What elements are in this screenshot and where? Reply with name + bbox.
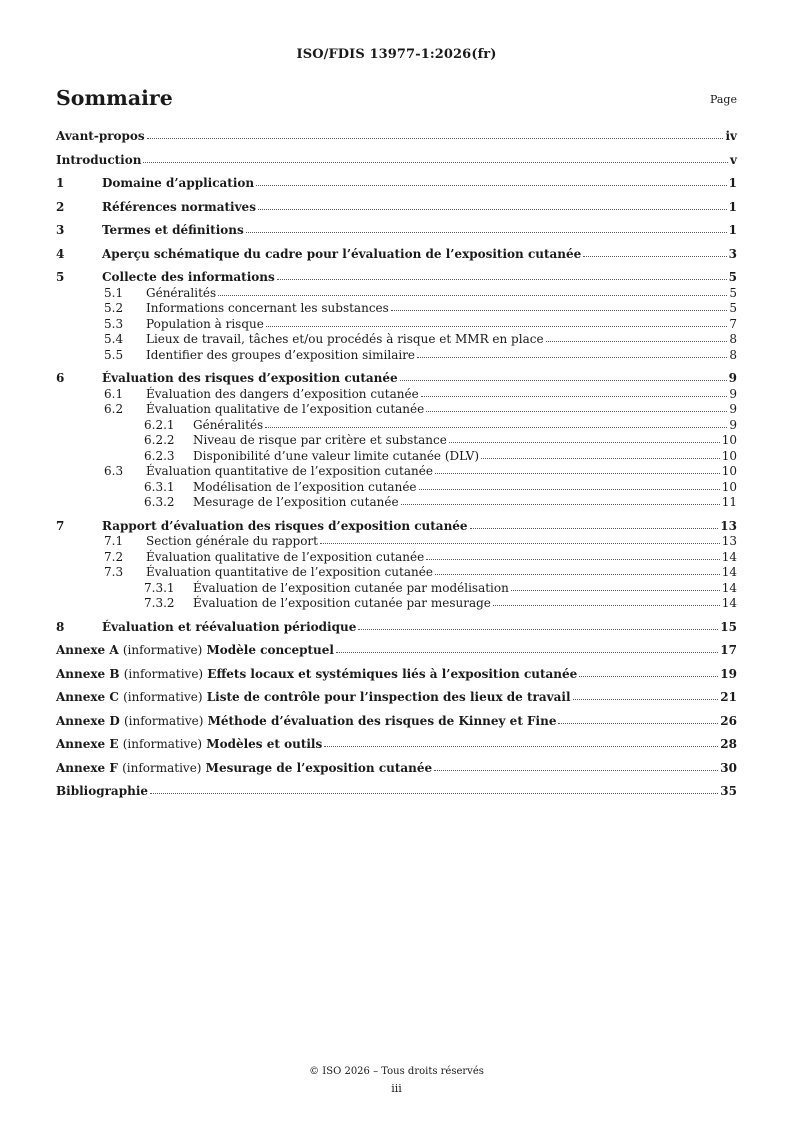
dot-leader (143, 151, 728, 163)
dot-leader (579, 665, 718, 677)
dot-leader (419, 478, 720, 490)
toc-entry-5-4[interactable]: 5.4 Lieux de travail, tâches et/ou procédés à risque et MMR en place 8 (104, 332, 737, 346)
dot-leader (426, 400, 727, 412)
toc-entry-6-2-2[interactable]: 6.2.2 Niveau de risque par critère et substance 10 (144, 433, 737, 447)
dot-leader (150, 782, 718, 794)
toc-entry-6[interactable]: 6 Évaluation des risques d’exposition cutanée 9 (56, 371, 737, 385)
toc-entry-1[interactable]: 1 Domaine d’application 1 (56, 176, 737, 190)
dot-leader (435, 462, 720, 474)
toc-entry-6-3[interactable]: 6.3 Évaluation quantitative de l’exposition cutanée 10 (104, 464, 737, 478)
dot-leader (401, 493, 720, 505)
toc-entry-5-3[interactable]: 5.3 Population à risque 7 (104, 316, 737, 331)
dot-leader (324, 735, 718, 747)
dot-leader (583, 245, 726, 257)
toc-entry-5-2[interactable]: 5.2 Informations concernant les substances 5 (104, 301, 737, 315)
dot-leader (434, 759, 718, 771)
dot-leader (147, 127, 724, 139)
toc-entry-7-1[interactable]: 7.1 Section générale du rapport 13 (104, 534, 737, 548)
toc-entry-5-1[interactable]: 5.1 Généralités 5 (104, 285, 737, 300)
document-id: ISO/FDIS 13977-1:2026(fr) (296, 47, 497, 62)
dot-leader (435, 563, 720, 575)
toc-entry-6-3-2[interactable]: 6.3.2 Mesurage de l’exposition cutanée 11 (144, 495, 737, 509)
dot-leader (256, 174, 727, 186)
toc-entry-5-5[interactable]: 5.5 Identifier des groupes d’exposition similaire 8 (104, 347, 737, 362)
toc-entry-7-3-1[interactable]: 7.3.1 Évaluation de l’exposition cutanée par modélisation 14 (144, 580, 737, 595)
footer-page-number: iii (391, 1082, 402, 1095)
dot-leader (421, 385, 728, 397)
dot-leader (573, 688, 719, 700)
dot-leader (336, 641, 718, 653)
footer-copyright: © ISO 2026 – Tous droits réservés (309, 1066, 484, 1077)
dot-leader (511, 579, 720, 591)
dot-leader (218, 284, 727, 296)
page-column-label: Page (709, 93, 737, 106)
toc-entry-annex-f[interactable]: Annexe F (informative) Mesurage de l’exposition cutanée 30 (56, 760, 737, 775)
toc-entry-2[interactable]: 2 Références normatives 1 (56, 199, 737, 214)
toc-entry-annex-c[interactable]: Annexe C (informative) Liste de contrôle pour l’inspection des lieux de travail 21 (56, 690, 737, 704)
dot-leader (481, 447, 720, 459)
dot-leader (417, 346, 727, 358)
toc-entry-7-3-2[interactable]: 7.3.2 Évaluation de l’exposition cutanée par mesurage 14 (144, 596, 737, 610)
page-title: Sommaire (56, 86, 173, 110)
dot-leader (493, 594, 720, 606)
dot-leader (320, 532, 720, 544)
toc-entry-7-2[interactable]: 7.2 Évaluation qualitative de l’exposition cutanée 14 (104, 549, 737, 564)
toc-entry-6-2[interactable]: 6.2 Évaluation qualitative de l’exposition cutanée 9 (104, 402, 737, 416)
toc-entry-7[interactable]: 7 Rapport d’évaluation des risques d’exposition cutanée 13 (56, 518, 737, 533)
toc-entry-8[interactable]: 8 Évaluation et réévaluation périodique 15 (56, 619, 737, 634)
toc-entry-5[interactable]: 5 Collecte des informations 5 (56, 270, 737, 284)
dot-leader (258, 198, 727, 210)
dot-leader (400, 369, 727, 381)
toc-entry-bibliographie[interactable]: Bibliographie 35 (56, 784, 737, 798)
dot-leader (265, 416, 727, 428)
dot-leader (358, 618, 718, 630)
toc-entry-6-2-1[interactable]: 6.2.1 Généralités 9 (144, 417, 737, 432)
toc-entry-introduction[interactable]: Introduction v (56, 152, 737, 167)
toc-entry-3[interactable]: 3 Termes et définitions 1 (56, 223, 737, 237)
toc-entry-annex-d[interactable]: Annexe D (informative) Méthode d’évaluation des risques de Kinney et Fine 26 (56, 713, 737, 728)
dot-leader (246, 221, 727, 233)
dot-leader (277, 268, 727, 280)
dot-leader (449, 431, 720, 443)
toc-entry-annex-a[interactable]: Annexe A (informative) Modèle conceptuel 17 (56, 643, 737, 657)
toc-entry-6-3-1[interactable]: 6.3.1 Modélisation de l’exposition cutanée 10 (144, 479, 737, 494)
toc-entry-6-2-3[interactable]: 6.2.3 Disponibilité d’une valeur limite cutanée (DLV) 10 (144, 448, 737, 463)
table-of-contents (56, 128, 737, 799)
toc-entry-6-1[interactable]: 6.1 Évaluation des dangers d’exposition cutanée 9 (104, 386, 737, 401)
dot-leader (426, 548, 719, 560)
toc-entry-annex-e[interactable]: Annexe E (informative) Modèles et outils 28 (56, 737, 737, 751)
dot-leader (266, 315, 728, 327)
toc-entry-7-3[interactable]: 7.3 Évaluation quantitative de l’exposition cutanée 14 (104, 565, 737, 579)
toc-entry-avant-propos[interactable]: Avant-propos iv (56, 129, 737, 143)
dot-leader (391, 299, 728, 311)
dot-leader (470, 517, 719, 529)
title-row (56, 86, 737, 116)
dot-leader (546, 330, 728, 342)
toc-entry-4[interactable]: 4 Aperçu schématique du cadre pour l’évaluation de l’exposition cutanée 3 (56, 246, 737, 261)
dot-leader (558, 712, 718, 724)
toc-entry-annex-b[interactable]: Annexe B (informative) Effets locaux et systémiques liés à l’exposition cutanée 19 (56, 666, 737, 681)
